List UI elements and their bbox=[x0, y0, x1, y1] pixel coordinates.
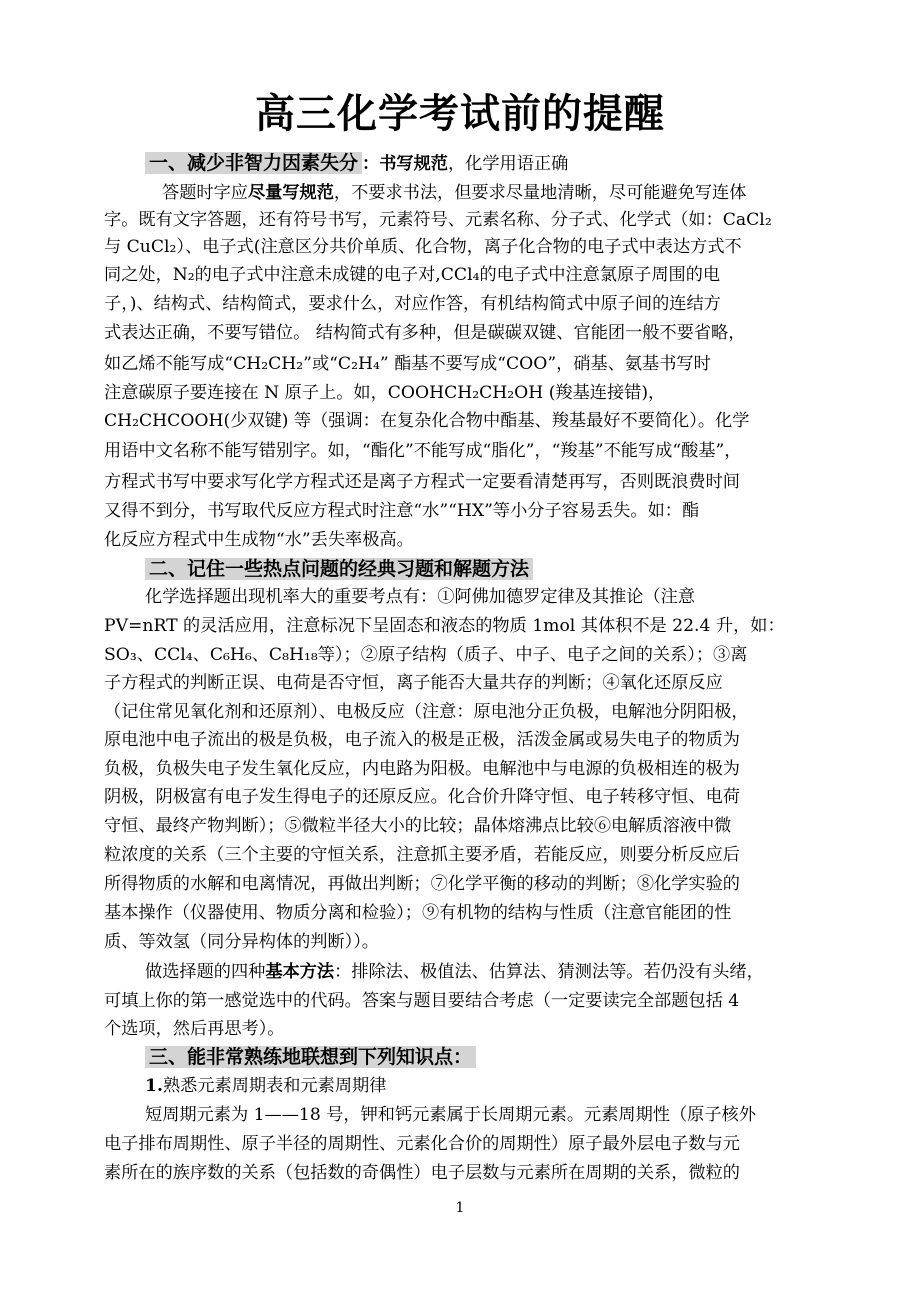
paragraph-1-line-4: 同之处，N₂的电子式中注意未成键的电子对,CCl₄的电子式中注意氯原子周围的电 bbox=[104, 265, 721, 285]
paragraph-2-line-6: 原电池中电子流出的极是负极，电子流入的极是正极，活泼金属或易失电子的物质为 bbox=[104, 730, 740, 750]
paragraph-2-line-13: 质、等效氢（同分异构体的判断））。 bbox=[104, 932, 379, 952]
paragraph-4-line-3: 素所在的族序数的关系（包括数的奇偶性）电子层数与元素所在周期的关系，微粒的 bbox=[104, 1163, 740, 1183]
paragraph-2-line-7: 负极，负极失电子发生氧化反应，内电路为阳极。电解池中与电源的负极相连的极为 bbox=[104, 759, 740, 779]
paragraph-1-line-10: 用语中文名称不能写错别字。如，“酯化”不能写成“脂化”，“羧基”不能写成“酸基”， bbox=[104, 441, 742, 461]
paragraph-2-line-10: 粒浓度的关系（三个主要的守恒关系，注意抓主要矛盾，若能反应，则要分析反应后 bbox=[104, 845, 740, 865]
section-heading-2: 二、记住一些热点问题的经典习题和解题方法 bbox=[145, 556, 861, 583]
paragraph-1-line-12: 又得不到分，书写取代反应方程式时注意“水”“HX”等小分子容易丢失。如：酯 bbox=[104, 501, 700, 521]
paragraph-2-line-8: 阴极，阴极富有电子发生得电子的还原反应。化合价升降守恒、电子转移守恒、电荷 bbox=[104, 787, 740, 807]
section-heading-1-label: 一、减少非智力因素失分 bbox=[145, 152, 362, 174]
paragraph-2-line-3: SO₃、CCl₄、C₆H₆、C₈H₁₈等）；②原子结构（质子、中子、电子之间的关系）；③离 bbox=[104, 645, 748, 665]
page-title: 高三化学考试前的提醒 bbox=[255, 91, 665, 137]
paragraph-2-line-9: 守恒、最终产物判断）；⑤微粒半径大小的比较；晶体熔沸点比较⑥电解质溶液中微 bbox=[104, 816, 732, 836]
subsection-heading-1: 1.熟悉元素周期表和元素周期律 bbox=[145, 1076, 387, 1096]
paragraph-4-line-2: 电子排布周期性、原子半径的周期性、元素化合价的周期性）原子最外层电子数与元 bbox=[104, 1134, 740, 1154]
paragraph-3-line-3: 个选项，然后再思考）。 bbox=[104, 1019, 285, 1039]
paragraph-2-line-5: （记住常见氧化剂和还原剂）、电极反应（注意：原电池分正负极，电解池分阴阳极， bbox=[104, 702, 749, 722]
paragraph-4-line-1: 短周期元素为 1——18 号，钾和钙元素属于长周期元素。元素周期性（原子核外 bbox=[145, 1105, 756, 1125]
paragraph-1-line-1: 答题时字应尽量写规范，不要求书法，但要求尽量地清晰，尽可能避免写连体 bbox=[162, 183, 747, 203]
paragraph-1-line-3: 与 CuCl₂）、电子式(注意区分共价单质、化合物，离子化合物的电子式中表达方式不 bbox=[104, 237, 742, 257]
paragraph-1-line-13: 化反应方程式中生成物“水”丢失率极高。 bbox=[104, 530, 414, 550]
paragraph-3-line-2: 可填上你的第一感觉选中的代码。答案与题目要结合考虑（一定要读完全部题包括 4 bbox=[104, 991, 740, 1011]
paragraph-1-line-2: 字。既有文字答题，还有符号书写，元素符号、元素名称、分子式、化学式（如：CaCl₂ bbox=[104, 210, 772, 230]
paragraph-2-line-12: 基本操作（仪器使用、物质分离和检验）；⑨有机物的结构与性质（注意官能团的性 bbox=[104, 903, 732, 923]
paragraph-1-line-11: 方程式书写中要求写化学方程式还是离子方程式一定要看清楚再写，否则既浪费时间 bbox=[104, 472, 740, 492]
paragraph-1-line-8: 注意碳原子要连接在 N 原子上。如，COOHCH₂CH₂OH (羧基连接错)， bbox=[104, 383, 666, 403]
paragraph-1-line-9: CH₂CHCOOH(少双键) 等（强调：在复杂化合物中酯基、羧基最好不要简化）。化学 bbox=[104, 411, 750, 431]
paragraph-1-line-5: 子，)、结构式、结构简式，要求什么，对应作答，有机结构简式中原子间的连结方 bbox=[104, 294, 721, 314]
paragraph-2-line-11: 所得物质的水解和电离情况，再做出判断；⑦化学平衡的移动的判断；⑧化学实验的 bbox=[104, 874, 740, 894]
section-heading-1-bold: 书写规范 bbox=[379, 154, 448, 174]
paragraph-1-line-7: 如乙烯不能写成“CH₂CH₂”或“C₂H₄” 酯基不要写成“COO”，硝基、氨基书写时 bbox=[104, 354, 711, 374]
paragraph-1-line-6: 式表达正确，不要写错位。 结构简式有多种，但是碳碳双键、官能团一般不要省略， bbox=[104, 323, 746, 343]
page-number: 1 bbox=[455, 1200, 465, 1216]
paragraph-3-line-1: 做选择题的四种基本方法：排除法、极值法、估算法、猜测法等。若仍没有头绪， bbox=[145, 962, 764, 982]
section-heading-3: 三、能非常熟练地联想到下列知识点： bbox=[145, 1044, 861, 1071]
paragraph-2-line-2: PV=nRT 的灵活应用，注意标况下呈固态和液态的物质 1mol 其体积不是 22.4 升，如： bbox=[104, 616, 785, 636]
paragraph-2-line-1: 化学选择题出现机率大的重要考点有：①阿佛加德罗定律及其推论（注意 bbox=[145, 587, 696, 607]
paragraph-2-line-4: 子方程式的判断正误、电荷是否守恒，离子能否大量共存的判断；④氧化还原反应 bbox=[104, 673, 723, 693]
section-heading-1: 一、减少非智力因素失分 ：书写规范，化学用语正确 bbox=[145, 150, 861, 177]
